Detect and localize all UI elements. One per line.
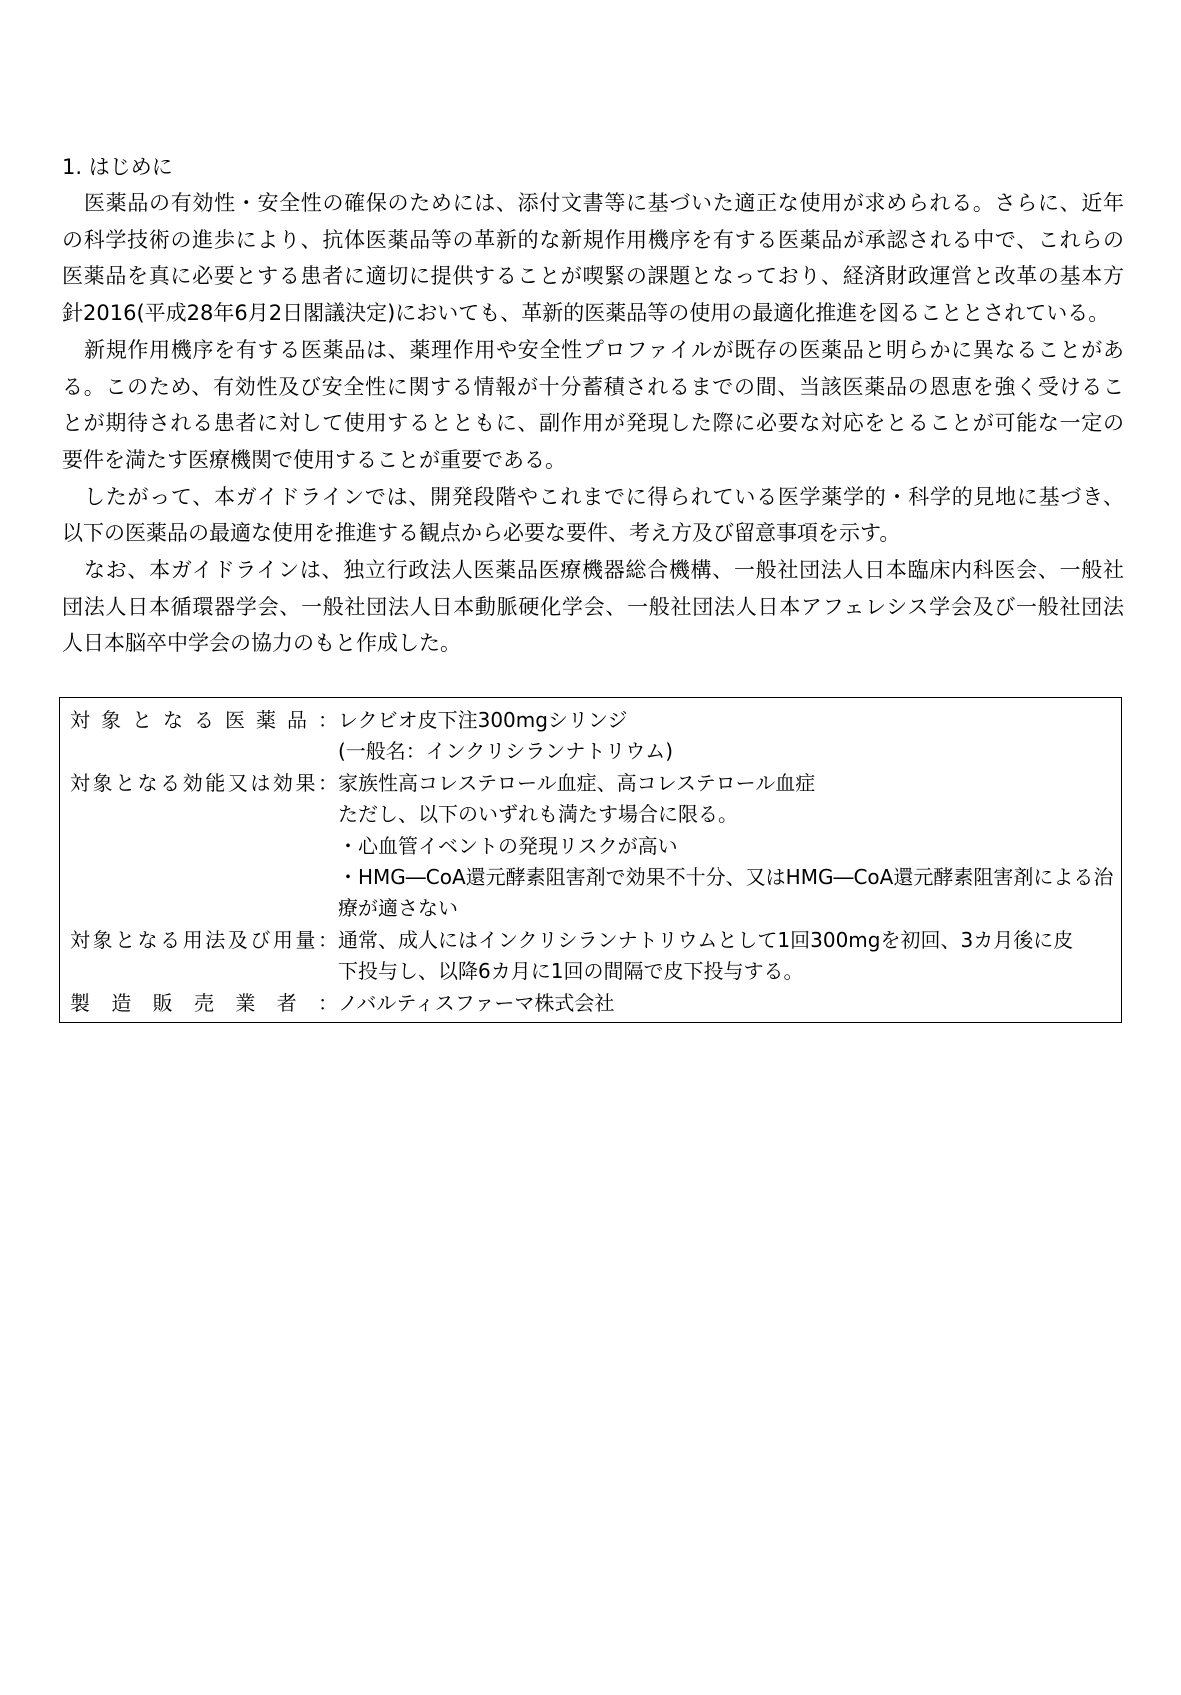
info-value: (一般名：インクリシランナトリウム)	[338, 739, 674, 764]
paragraph-line: 以下の医薬品の最適な使用を推進する観点から必要な要件、考え方及び留意事項を示す。	[62, 521, 901, 546]
paragraph-line: る。このため、有効性及び安全性に関する情報が十分蓄積されるまでの間、当該医薬品の恩恵を強く受けるこ	[62, 374, 1124, 399]
info-value: 下投与し、以降6カ月に1回の間隔で皮下投与する。	[338, 959, 804, 984]
info-value: ・HMG―CoA還元酵素阻害剤で効果不十分、又はHMG―CoA還元酵素阻害剤による治	[338, 865, 1114, 889]
info-label: 対象となる医薬品：	[70, 708, 338, 732]
heading: 1. はじめに	[62, 155, 173, 179]
paragraph-line: 医薬品を真に必要とする患者に適切に提供することが喫緊の課題となっており、経済財政運営と改革の基本方	[62, 264, 1124, 289]
info-value: 通常、成人にはインクリシランナトリウムとして1回300mgを初回、3カ月後に皮	[338, 927, 1074, 952]
info-label: 対象となる用法及び用量：	[70, 927, 338, 952]
info-label: 製造販売業者：	[70, 990, 338, 1015]
paragraph-line: なお、本ガイドラインは、独立行政法人医薬品医療機器総合機構、一般社団法人日本臨床内科医会、一般社	[84, 558, 1124, 582]
paragraph-line: 人日本脳卒中学会の協力のもと作成した。	[62, 631, 461, 656]
info-value: レクビオ皮下注300mgシリンジ	[338, 708, 628, 732]
info-value: ただし、以下のいずれも満たす場合に限る。	[338, 802, 738, 827]
paragraph-line: とが期待される患者に対して使用するとともに、副作用が発現した際に必要な対応をとることが可能な一定の	[62, 411, 1124, 436]
paragraph-line: 新規作用機序を有する医薬品は、薬理作用や安全性プロファイルが既存の医薬品と明らかに異なることがあ	[84, 337, 1124, 362]
info-value: 家族性高コレステロール血症、高コレステロール血症	[338, 770, 816, 795]
paragraph-line: 団法人日本循環器学会、一般社団法人日本動脈硬化学会、一般社団法人日本アフェレシス学会及び一般社団法	[62, 594, 1124, 619]
paragraph-line: 要件を満たす医療機関で使用することが重要である。	[62, 447, 566, 472]
drug-info-box	[59, 697, 1122, 1023]
info-value: ノバルティスファーマ株式会社	[338, 990, 615, 1015]
info-value: ・心血管イベントの発現リスクが高い	[338, 833, 678, 858]
paragraph-line: 医薬品の有効性・安全性の確保のためには、添付文書等に基づいた適正な使用が求められる。さらに、近年	[84, 191, 1124, 215]
paragraph-line: 針2016(平成28年6月2日閣議決定)においても、革新的医薬品等の使用の最適化推進を図ることとされている。	[62, 301, 1110, 326]
paragraph-line: の科学技術の進歩により、抗体医薬品等の革新的な新規作用機序を有する医薬品が承認される中で、これらの	[62, 227, 1124, 252]
info-value: 療が適さない	[338, 896, 458, 921]
paragraph-line: したがって、本ガイドラインでは、開発段階やこれまでに得られている医学薬学的・科学的見地に基づき、	[84, 484, 1124, 509]
info-label: 対象となる効能又は効果：	[70, 770, 338, 795]
